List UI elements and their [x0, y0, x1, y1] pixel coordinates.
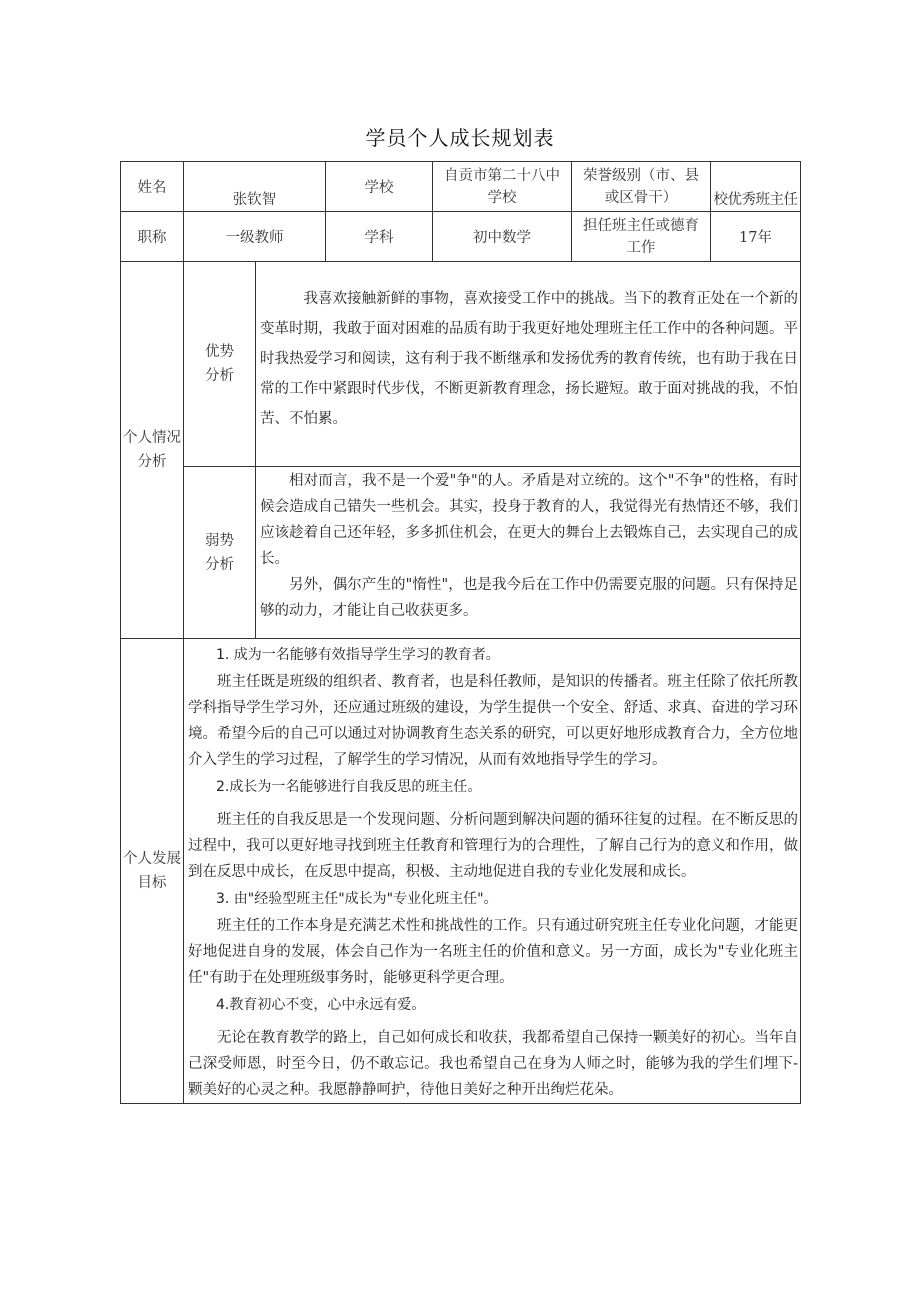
- weakness-label-line1: 弱势: [205, 532, 234, 549]
- strength-label-line1: 优势: [205, 344, 234, 360]
- goal1-title: 1. 成为一名能够有效指导学生学习的教育者。: [216, 647, 500, 663]
- subject-label-cell: [326, 212, 433, 262]
- analysis-label-line2: 分析: [137, 454, 167, 470]
- goals-label-line1: 个人发展: [123, 851, 181, 867]
- goals-label-line2: 目标: [137, 875, 167, 891]
- goals-text-cell: [184, 639, 801, 1104]
- school-value-line2: 学校: [487, 189, 517, 206]
- subject-value-cell: [433, 212, 572, 262]
- school-label: 学校: [364, 180, 394, 196]
- title-label: 职称: [137, 230, 167, 246]
- years-value: 17年: [739, 230, 772, 246]
- name-label: 姓名: [137, 180, 167, 196]
- subject-label: 学科: [364, 230, 394, 246]
- strength-row: [121, 262, 801, 467]
- school-value-line1: 自贡市第二十八中: [444, 167, 560, 184]
- name-value: 张钦智: [232, 192, 277, 208]
- goal2-title: 2.成长为一名能够进行自我反思的班主任。: [216, 779, 482, 795]
- info-row-1: [121, 162, 801, 212]
- title-value-cell: [184, 212, 326, 262]
- weakness-text-cell: [256, 467, 801, 639]
- weakness-text-2: 另外，偶尔产生的"惰性"，也是我今后在工作中仍需要克服的问题。只有保持足够的动力，才能让自己收获更多。: [260, 577, 798, 619]
- years-label-line1: 担任班主任或德育: [583, 217, 699, 234]
- weakness-label-line2: 分析: [205, 556, 234, 573]
- years-label-line2: 工作: [626, 239, 656, 256]
- weakness-label-cell: [184, 467, 256, 639]
- school-value-cell: [433, 162, 572, 212]
- goal2-text: 班主任的自我反思是一个发现问题、分析问题到解决问题的循环往复的过程。在不断反思的过程中，我可以更好地寻找到班主任教育和管理行为的合理性，了解自己行为的意义和作用，做到在反思中成长，在反思中提高，积极、主动地促进自我的专业化发展和成长。: [188, 812, 798, 880]
- title-value: 一级教师: [225, 230, 284, 246]
- title-label-cell: [121, 212, 184, 262]
- weakness-text-1: 相对而言，我不是一个爱"争"的人。矛盾是对立统的。这个"不争"的性格，有时候会造成自己错失一些机会。其实，投身于教育的人，我觉得光有热情还不够，我们应该趁着自己还年轻，多多抓住机会，在更大的舞台上去锻炼自己，去实现自己的成长。: [260, 473, 798, 567]
- years-value-cell: [711, 212, 801, 262]
- page-title: 学员个人成长规划表: [365, 126, 555, 150]
- name-value-cell: [184, 162, 326, 212]
- honor-label-line2: 或区骨干）: [604, 189, 678, 206]
- goal4-title: 4.教育初心不变，心中永远有爱。: [216, 997, 426, 1013]
- goals-row: [121, 639, 801, 1104]
- school-label-cell: [326, 162, 433, 212]
- goal3-title: 3. 由"经验型班主任"成长为"专业化班主任"。: [216, 891, 498, 907]
- name-label-cell: [121, 162, 184, 212]
- honor-value-cell: [711, 162, 801, 212]
- honor-label-line1: 荣誉级别（市、县: [583, 167, 699, 184]
- honor-value: 校优秀班主任: [713, 192, 798, 208]
- honor-label-cell: [572, 162, 711, 212]
- info-row-2: [121, 212, 801, 262]
- growth-plan-table: [120, 161, 801, 1104]
- analysis-label-cell: [121, 262, 184, 639]
- goal3-text: 班主任的工作本身是充满艺术性和挑战性的工作。只有通过研究班主任专业化问题，才能更好地促进自身的发展，体会自己作为一名班主任的价值和意义。另一方面，成长为"专业化班主任"有助于在处理班级事务时，能够更科学更合理。: [188, 918, 798, 986]
- strength-text-cell: [256, 262, 801, 467]
- subject-value: 初中数学: [473, 230, 531, 246]
- goals-label-cell: [121, 639, 184, 1104]
- weakness-row: [121, 467, 801, 639]
- years-label-cell: [572, 212, 711, 262]
- goal1-text: 班主任既是班级的组织者、教育者，也是科任教师，是知识的传播者。班主任除了依托所教学科指导学生学习外，还应通过班级的建设，为学生提供一个安全、舒适、求真、奋进的学习环境。希望今后的自己可以通过对协调教育生态关系的研究，可以更好地形成教育合力，全方位地介入学生的学习过程，了解学生的学习情况，从而有效地指导学生的学习。: [188, 674, 798, 768]
- strength-label-line2: 分析: [205, 368, 234, 384]
- analysis-label-line1: 个人情况: [123, 430, 181, 446]
- strength-label-cell: [184, 262, 256, 467]
- goal4-text: 无论在教育教学的路上，自己如何成长和收获，我都希望自己保持一颗美好的初心。当年自己深受师恩，时至今日，仍不敢忘记。我也希望自己在身为人师之时，能够为我的学生们埋下-颗美好的心灵之种。我愿静静呵护，待他日美好之种开出绚烂花朵。: [188, 1030, 798, 1098]
- strength-text: 我喜欢接触新鲜的事物，喜欢接受工作中的挑战。当下的教育正处在一个新的变革时期，我敢于面对困难的品质有助于我更好地处理班主任工作中的各种问题。平时我热爱学习和阅读，这有利于我不断继承和发扬优秀的教育传统，也有助于我在日常的工作中紧跟时代步伐，不断更新教育理念，扬长避短。敢于面对挑战的我，不怕苦、不怕累。: [260, 291, 798, 427]
